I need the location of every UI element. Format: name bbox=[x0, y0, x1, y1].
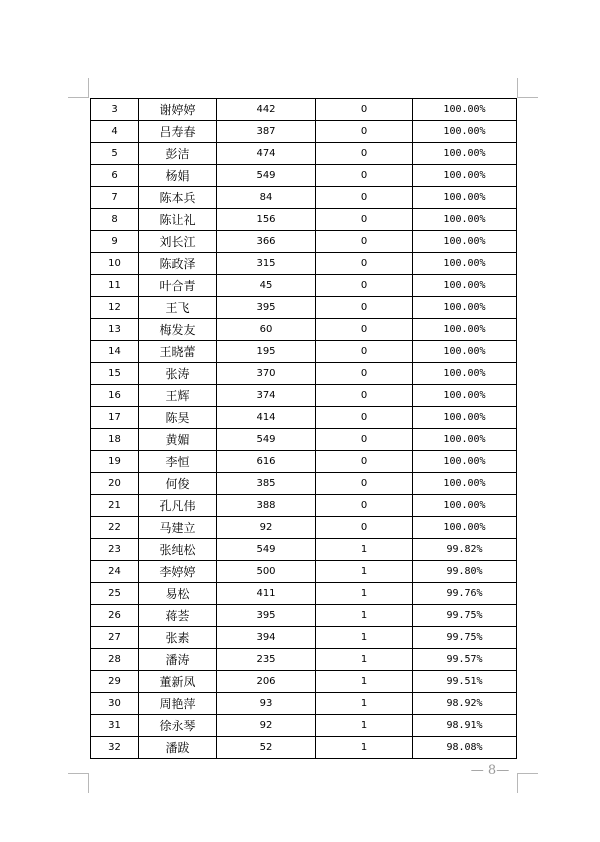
cell-errors: 0 bbox=[316, 297, 413, 319]
cell-rate: 100.00% bbox=[413, 231, 517, 253]
table-row bbox=[91, 473, 517, 495]
cell-count: 366 bbox=[217, 231, 316, 253]
cell-name: 王飞 bbox=[139, 297, 217, 319]
table-row bbox=[91, 297, 517, 319]
cell-name: 吕寿春 bbox=[139, 121, 217, 143]
cell-index: 9 bbox=[91, 231, 139, 253]
cell-index: 22 bbox=[91, 517, 139, 539]
cell-index: 19 bbox=[91, 451, 139, 473]
cell-rate: 100.00% bbox=[413, 473, 517, 495]
cell-count: 84 bbox=[217, 187, 316, 209]
cell-index: 11 bbox=[91, 275, 139, 297]
cell-count: 374 bbox=[217, 385, 316, 407]
table-row bbox=[91, 429, 517, 451]
cell-count: 195 bbox=[217, 341, 316, 363]
cell-index: 18 bbox=[91, 429, 139, 451]
cell-count: 414 bbox=[217, 407, 316, 429]
cell-name: 孔凡伟 bbox=[139, 495, 217, 517]
cell-count: 385 bbox=[217, 473, 316, 495]
cell-name: 谢婷婷 bbox=[139, 99, 217, 121]
cell-count: 395 bbox=[217, 605, 316, 627]
table-row bbox=[91, 319, 517, 341]
table-row bbox=[91, 693, 517, 715]
cell-count: 93 bbox=[217, 693, 316, 715]
cell-count: 616 bbox=[217, 451, 316, 473]
cell-index: 29 bbox=[91, 671, 139, 693]
cell-count: 549 bbox=[217, 165, 316, 187]
cell-count: 206 bbox=[217, 671, 316, 693]
cell-rate: 99.57% bbox=[413, 649, 517, 671]
cell-rate: 100.00% bbox=[413, 319, 517, 341]
cell-errors: 0 bbox=[316, 121, 413, 143]
cell-errors: 1 bbox=[316, 715, 413, 737]
cell-errors: 0 bbox=[316, 407, 413, 429]
table-row bbox=[91, 143, 517, 165]
cell-name: 徐永琴 bbox=[139, 715, 217, 737]
cell-count: 370 bbox=[217, 363, 316, 385]
cell-index: 31 bbox=[91, 715, 139, 737]
table-row bbox=[91, 99, 517, 121]
cell-name: 潘跋 bbox=[139, 737, 217, 759]
table-row bbox=[91, 539, 517, 561]
cell-name: 张素 bbox=[139, 627, 217, 649]
cell-index: 3 bbox=[91, 99, 139, 121]
table-row bbox=[91, 253, 517, 275]
cell-name: 叶合青 bbox=[139, 275, 217, 297]
table-row bbox=[91, 495, 517, 517]
cell-errors: 1 bbox=[316, 737, 413, 759]
cell-errors: 0 bbox=[316, 473, 413, 495]
cell-errors: 1 bbox=[316, 693, 413, 715]
cell-index: 16 bbox=[91, 385, 139, 407]
cell-rate: 100.00% bbox=[413, 121, 517, 143]
table-body bbox=[91, 99, 517, 759]
cell-name: 黄媚 bbox=[139, 429, 217, 451]
cell-index: 13 bbox=[91, 319, 139, 341]
cell-index: 14 bbox=[91, 341, 139, 363]
cell-rate: 98.08% bbox=[413, 737, 517, 759]
cell-rate: 99.75% bbox=[413, 605, 517, 627]
cell-errors: 1 bbox=[316, 605, 413, 627]
cell-name: 潘涛 bbox=[139, 649, 217, 671]
cell-errors: 0 bbox=[316, 231, 413, 253]
cell-count: 92 bbox=[217, 517, 316, 539]
cell-rate: 100.00% bbox=[413, 363, 517, 385]
cell-errors: 0 bbox=[316, 209, 413, 231]
cell-name: 王辉 bbox=[139, 385, 217, 407]
cell-errors: 1 bbox=[316, 561, 413, 583]
cell-count: 411 bbox=[217, 583, 316, 605]
cell-rate: 100.00% bbox=[413, 253, 517, 275]
cell-index: 24 bbox=[91, 561, 139, 583]
table-row bbox=[91, 583, 517, 605]
cell-errors: 1 bbox=[316, 649, 413, 671]
cell-count: 315 bbox=[217, 253, 316, 275]
crop-mark-top-left-h bbox=[68, 97, 88, 98]
cell-index: 4 bbox=[91, 121, 139, 143]
cell-count: 549 bbox=[217, 429, 316, 451]
crop-mark-top-left-v bbox=[88, 78, 89, 98]
cell-rate: 100.00% bbox=[413, 187, 517, 209]
cell-index: 20 bbox=[91, 473, 139, 495]
cell-rate: 100.00% bbox=[413, 165, 517, 187]
cell-rate: 100.00% bbox=[413, 495, 517, 517]
table-row bbox=[91, 627, 517, 649]
table-row bbox=[91, 671, 517, 693]
score-table bbox=[90, 98, 517, 759]
cell-errors: 0 bbox=[316, 275, 413, 297]
cell-errors: 0 bbox=[316, 143, 413, 165]
table-row bbox=[91, 209, 517, 231]
cell-index: 28 bbox=[91, 649, 139, 671]
table-row bbox=[91, 121, 517, 143]
cell-count: 52 bbox=[217, 737, 316, 759]
cell-index: 17 bbox=[91, 407, 139, 429]
cell-errors: 0 bbox=[316, 341, 413, 363]
cell-errors: 1 bbox=[316, 583, 413, 605]
cell-index: 10 bbox=[91, 253, 139, 275]
cell-errors: 0 bbox=[316, 319, 413, 341]
table-row bbox=[91, 649, 517, 671]
cell-errors: 1 bbox=[316, 627, 413, 649]
cell-rate: 99.80% bbox=[413, 561, 517, 583]
cell-index: 26 bbox=[91, 605, 139, 627]
cell-name: 陈让礼 bbox=[139, 209, 217, 231]
cell-rate: 99.51% bbox=[413, 671, 517, 693]
cell-name: 易松 bbox=[139, 583, 217, 605]
cell-errors: 0 bbox=[316, 517, 413, 539]
cell-errors: 0 bbox=[316, 451, 413, 473]
cell-name: 李婷婷 bbox=[139, 561, 217, 583]
cell-count: 92 bbox=[217, 715, 316, 737]
crop-mark-bottom-left-h bbox=[68, 773, 88, 774]
cell-count: 549 bbox=[217, 539, 316, 561]
cell-count: 235 bbox=[217, 649, 316, 671]
cell-rate: 100.00% bbox=[413, 341, 517, 363]
cell-rate: 98.92% bbox=[413, 693, 517, 715]
cell-rate: 98.91% bbox=[413, 715, 517, 737]
table-row bbox=[91, 363, 517, 385]
cell-rate: 99.76% bbox=[413, 583, 517, 605]
cell-count: 45 bbox=[217, 275, 316, 297]
cell-index: 21 bbox=[91, 495, 139, 517]
cell-count: 387 bbox=[217, 121, 316, 143]
cell-count: 60 bbox=[217, 319, 316, 341]
cell-errors: 1 bbox=[316, 539, 413, 561]
cell-index: 5 bbox=[91, 143, 139, 165]
cell-index: 25 bbox=[91, 583, 139, 605]
cell-errors: 1 bbox=[316, 671, 413, 693]
crop-mark-bottom-right-h bbox=[518, 773, 538, 774]
table-row bbox=[91, 715, 517, 737]
cell-errors: 0 bbox=[316, 253, 413, 275]
cell-index: 23 bbox=[91, 539, 139, 561]
cell-name: 张纯松 bbox=[139, 539, 217, 561]
cell-rate: 100.00% bbox=[413, 99, 517, 121]
cell-name: 杨娟 bbox=[139, 165, 217, 187]
cell-rate: 99.75% bbox=[413, 627, 517, 649]
crop-mark-top-right-v bbox=[517, 78, 518, 98]
table-row bbox=[91, 737, 517, 759]
cell-rate: 100.00% bbox=[413, 385, 517, 407]
cell-index: 12 bbox=[91, 297, 139, 319]
cell-name: 彭洁 bbox=[139, 143, 217, 165]
cell-index: 32 bbox=[91, 737, 139, 759]
page-number: — 8— bbox=[470, 763, 510, 778]
cell-errors: 0 bbox=[316, 165, 413, 187]
cell-index: 7 bbox=[91, 187, 139, 209]
cell-errors: 0 bbox=[316, 99, 413, 121]
table-row bbox=[91, 561, 517, 583]
cell-index: 6 bbox=[91, 165, 139, 187]
cell-count: 500 bbox=[217, 561, 316, 583]
cell-rate: 100.00% bbox=[413, 429, 517, 451]
cell-errors: 0 bbox=[316, 429, 413, 451]
cell-name: 王晓蕾 bbox=[139, 341, 217, 363]
cell-name: 董新凤 bbox=[139, 671, 217, 693]
cell-count: 394 bbox=[217, 627, 316, 649]
cell-name: 刘长江 bbox=[139, 231, 217, 253]
cell-errors: 0 bbox=[316, 363, 413, 385]
cell-count: 388 bbox=[217, 495, 316, 517]
table-row bbox=[91, 341, 517, 363]
cell-name: 李恒 bbox=[139, 451, 217, 473]
cell-rate: 100.00% bbox=[413, 209, 517, 231]
cell-rate: 100.00% bbox=[413, 407, 517, 429]
cell-name: 周艳萍 bbox=[139, 693, 217, 715]
cell-count: 442 bbox=[217, 99, 316, 121]
cell-name: 陈本兵 bbox=[139, 187, 217, 209]
table-row bbox=[91, 187, 517, 209]
cell-index: 30 bbox=[91, 693, 139, 715]
cell-rate: 100.00% bbox=[413, 275, 517, 297]
cell-errors: 0 bbox=[316, 385, 413, 407]
table-row bbox=[91, 385, 517, 407]
cell-index: 8 bbox=[91, 209, 139, 231]
cell-name: 梅发友 bbox=[139, 319, 217, 341]
cell-count: 474 bbox=[217, 143, 316, 165]
table-row bbox=[91, 275, 517, 297]
table-row bbox=[91, 165, 517, 187]
table-row bbox=[91, 605, 517, 627]
cell-errors: 0 bbox=[316, 495, 413, 517]
cell-errors: 0 bbox=[316, 187, 413, 209]
cell-name: 何俊 bbox=[139, 473, 217, 495]
cell-rate: 100.00% bbox=[413, 451, 517, 473]
cell-count: 156 bbox=[217, 209, 316, 231]
cell-name: 马建立 bbox=[139, 517, 217, 539]
cell-name: 蒋荟 bbox=[139, 605, 217, 627]
cell-index: 15 bbox=[91, 363, 139, 385]
cell-index: 27 bbox=[91, 627, 139, 649]
cell-name: 陈昊 bbox=[139, 407, 217, 429]
cell-rate: 100.00% bbox=[413, 517, 517, 539]
cell-name: 陈政泽 bbox=[139, 253, 217, 275]
cell-rate: 100.00% bbox=[413, 297, 517, 319]
table-row bbox=[91, 407, 517, 429]
crop-mark-bottom-left-v bbox=[88, 773, 89, 793]
cell-rate: 99.82% bbox=[413, 539, 517, 561]
cell-count: 395 bbox=[217, 297, 316, 319]
cell-name: 张涛 bbox=[139, 363, 217, 385]
crop-mark-top-right-h bbox=[518, 97, 538, 98]
table-row bbox=[91, 451, 517, 473]
cell-rate: 100.00% bbox=[413, 143, 517, 165]
table-row bbox=[91, 231, 517, 253]
table-row bbox=[91, 517, 517, 539]
